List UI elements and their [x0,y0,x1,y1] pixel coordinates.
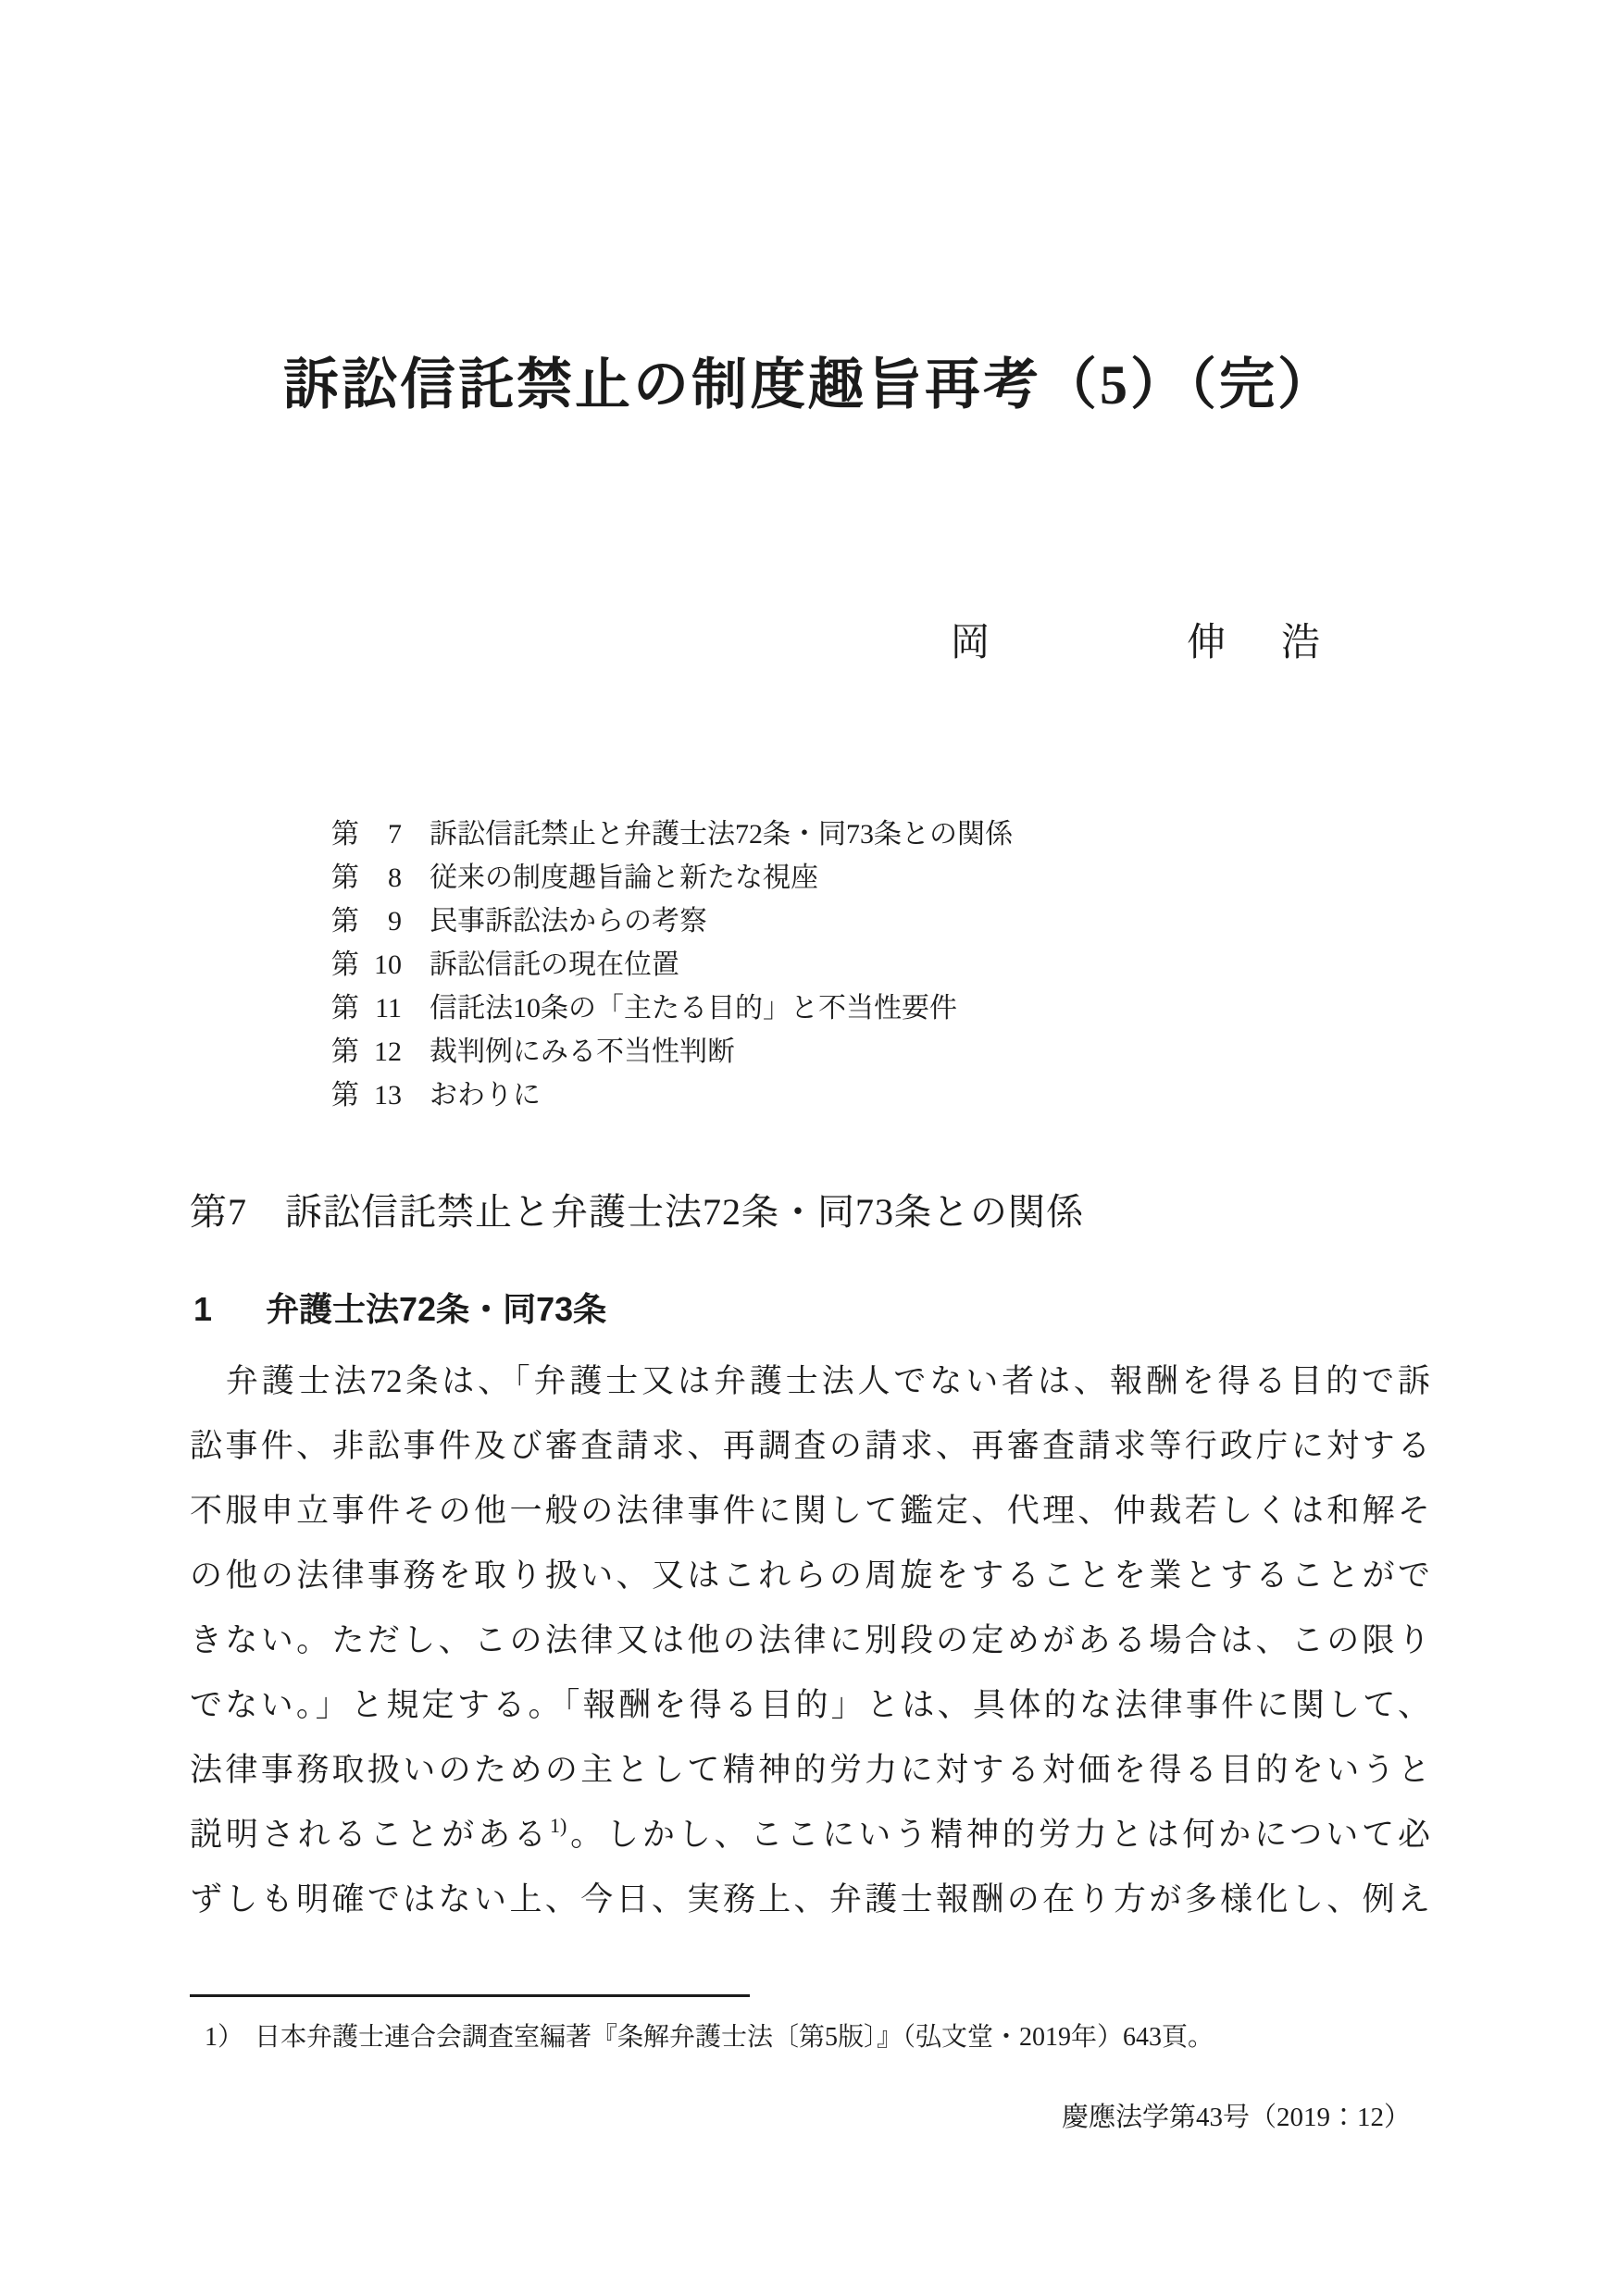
body-line-text: でない。」と規定する。「報酬を得る目的」とは、具体的な法律事件に関して、 [190,1687,1430,1723]
toc-item-prefix: 第 [331,819,359,850]
toc-item [331,987,1013,1030]
toc-item-title: 裁判例にみる不当性判断 [430,1036,735,1067]
toc-item-title: 訴訟信託の現在位置 [430,949,679,980]
body-paragraph [190,1340,1430,1923]
toc-item [331,1030,1013,1074]
body-text-line [190,1793,1430,1858]
body-line-text: 弁護士法72条は、「弁護士又は弁護士法人でない者は、報酬を得る目的で訴 [190,1363,1430,1399]
article-title: 訴訟信託禁止の制度趣旨再考（5）（完） [283,354,1336,416]
body-line-text: きない。ただし、この法律又は他の法律に別段の定めがある場合は、この限り [190,1622,1430,1658]
toc-item-title: おわりに [430,1080,541,1111]
toc-item-title: 民事訴訟法からの考察 [430,906,707,937]
toc-item-title: 訴訟信託禁止と弁護士法72条・同73条との関係 [430,819,1013,850]
body-line-text: の他の法律事務を取り扱い、又はこれらの周旋をすることを業とすることがで [190,1558,1430,1594]
toc-item-prefix: 第 [331,993,359,1024]
body-text-line [190,1405,1430,1470]
body-text-line [190,1729,1430,1793]
footnote-reference-superscript: 1) [549,1814,567,1837]
footnote-divider-rule [190,1994,750,1997]
toc-item [331,813,1013,856]
section-heading: 第7 訴訟信託禁止と弁護士法72条・同73条との関係 [190,1191,1084,1233]
toc-item-prefix: 第 [331,949,359,980]
footnote-marker: 1） [205,2023,244,2052]
subsection-number: 1 [193,1290,213,1328]
toc-item-prefix: 第 [331,1080,359,1111]
toc-item-number: 13 [374,1080,402,1111]
toc-item-number: 9 [388,906,402,937]
body-text-line [190,1534,1430,1599]
toc-item-number: 11 [375,993,402,1024]
toc-item [331,900,1013,943]
author-name: 岡 伸 浩 [950,622,1328,664]
toc-item-number: 12 [374,1036,402,1067]
toc-item-title: 従来の制度趣旨論と新たな視座 [430,863,818,893]
body-line-text: 訟事件、非訟事件及び審査請求、再調査の請求、再審査請求等行政庁に対する [190,1428,1430,1464]
toc-item-title: 信託法10条の「主たる目的」と不当性要件 [430,993,957,1024]
table-of-contents [331,813,1013,1117]
toc-item-number: 8 [388,863,402,893]
toc-item-prefix: 第 [331,906,359,937]
subsection-title: 弁護士法72条・同73条 [266,1290,607,1328]
body-text-line [190,1664,1430,1729]
body-line-text-continued: 。しかし、ここにいう精神的労力とは何かについて必 [567,1817,1430,1853]
toc-item-prefix: 第 [331,863,359,893]
footnote-text: 日本弁護士連合会調査室編著『条解弁護士法〔第5版〕』（弘文堂・2019年）643頁。 [255,2023,1214,2052]
body-line-text: 不服申立事件その他一般の法律事件に関して鑑定、代理、仲裁若しくは和解そ [190,1493,1430,1529]
journal-issue-footer: 慶應法学第43号（2019：12） [1061,2103,1411,2132]
toc-item [331,1074,1013,1117]
body-line-text: 説明されることがある [190,1817,550,1853]
body-text-line [190,1599,1430,1664]
subsection-heading [193,1288,606,1331]
toc-item [331,943,1013,987]
toc-item-number: 7 [388,819,402,850]
toc-item-number: 10 [374,949,402,980]
toc-item-prefix: 第 [331,1036,359,1067]
body-line-text: 法律事務取扱いのための主として精神的労力に対する対価を得る目的をいうと [190,1752,1430,1788]
body-text-line [190,1470,1430,1534]
footnote [205,2019,1436,2056]
body-text-line [190,1340,1430,1405]
toc-item [331,856,1013,900]
body-line-text: ずしも明確ではない上、今日、実務上、弁護士報酬の在り方が多様化し、例え [190,1881,1430,1917]
body-text-line [190,1858,1430,1923]
